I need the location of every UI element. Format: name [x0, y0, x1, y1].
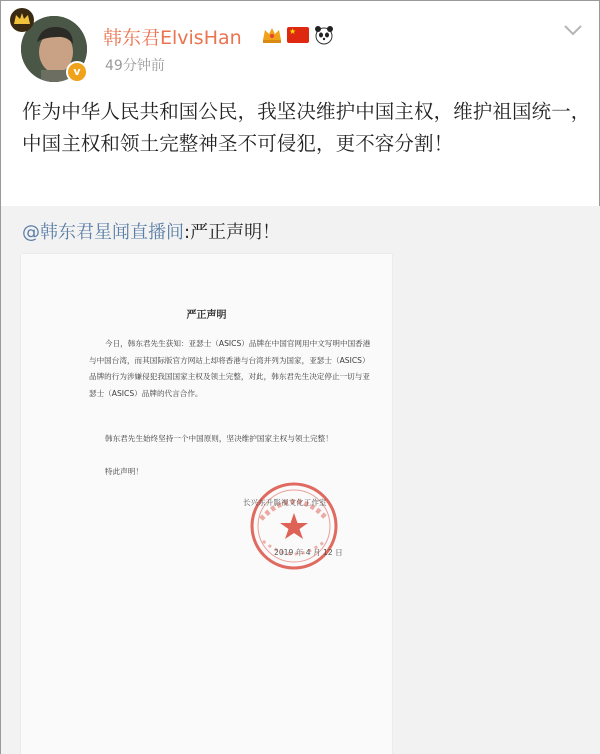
statement-paragraph: 今日，韩东君先生获知：亚瑟士（ASICS）品牌在中国官网用中文写明中国香港与中国台湾，而其国际版官方网站上却将香港与台湾并列为国家，亚瑟士（ASICS）品牌的行为涉嫌侵犯我国国家主权及领土完整，对此，韩东君先生决定停止一切与亚瑟士（ASICS）品牌的代言合作。 — [89, 339, 371, 398]
repost-text: :严正声明！ — [184, 222, 281, 243]
verified-icon: v — [66, 61, 88, 83]
username[interactable]: 韩东君ElvisHan — [103, 27, 242, 49]
official-seal-icon — [247, 479, 341, 573]
mention-link[interactable]: @韩东君星闻直播间 — [22, 222, 184, 243]
repost-line — [22, 218, 280, 244]
statement-image[interactable] — [21, 254, 392, 754]
statement-paragraph: 韩东君先生始终坚持一个中国原则，坚决维护国家主权与领土完整！ — [105, 434, 333, 443]
chevron-down-icon[interactable] — [561, 21, 585, 39]
crown-avatar-icon — [9, 7, 35, 33]
statement-paragraph: 特此声明！ — [105, 467, 143, 476]
panda-icon[interactable] — [313, 25, 335, 45]
statement-signer: 长兴东升影视文化工作室 — [243, 498, 327, 507]
post-text: 作为中华人民共和国公民，我坚决维护中国主权，维护祖国统一，中国主权和领土完整神圣不可侵犯，更不容分割！ — [22, 100, 591, 155]
repost-box[interactable] — [1, 206, 600, 754]
user-badges — [261, 24, 335, 46]
statement-title: 严正声明 — [186, 310, 227, 321]
post-timestamp: 49分钟前 — [105, 58, 165, 74]
post-header — [1, 1, 600, 91]
statement-date: 2019 年 4 月 12 日 — [274, 548, 343, 557]
crown-icon[interactable] — [261, 25, 283, 45]
china-flag-icon[interactable]: ★ — [287, 27, 309, 43]
